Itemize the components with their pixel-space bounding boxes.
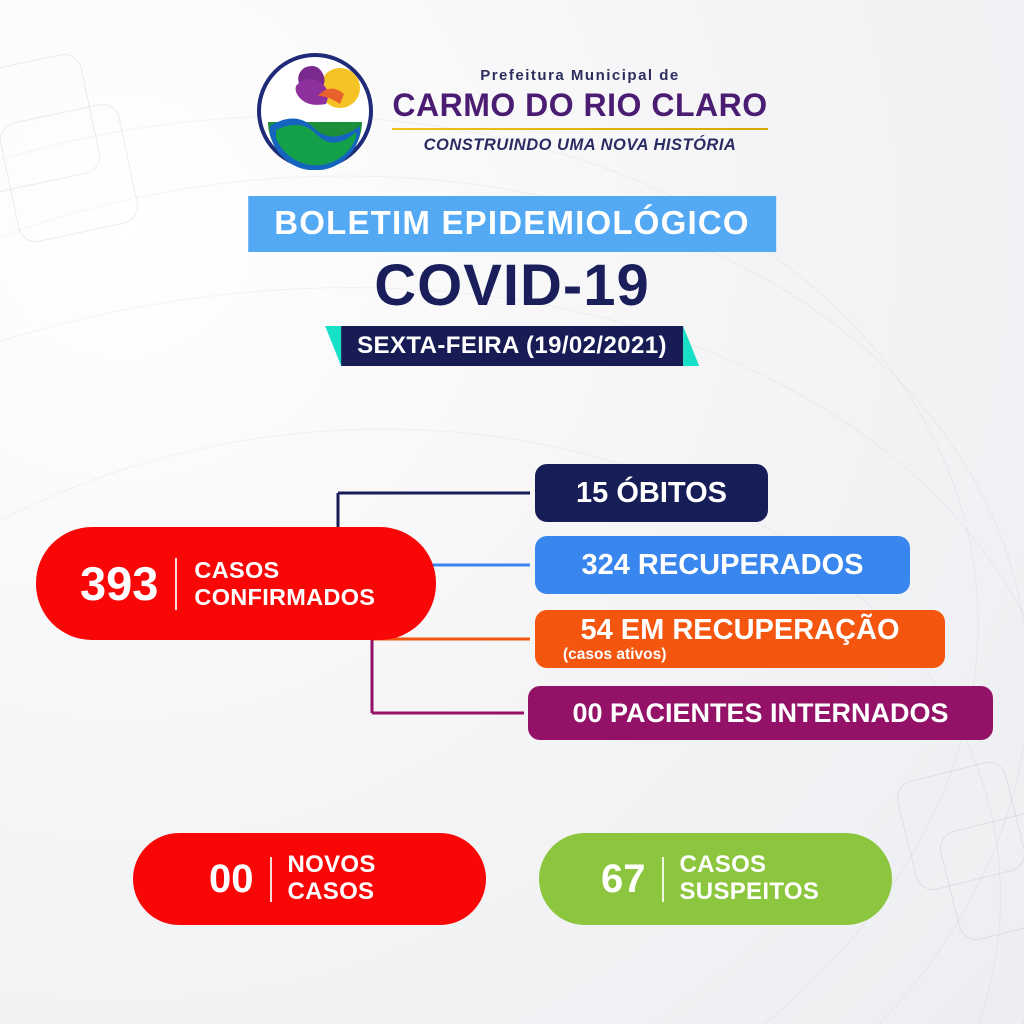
bulletin-title: BOLETIM EPIDEMIOLÓGICO	[248, 196, 776, 252]
suspected-cases-label	[680, 852, 820, 906]
divider	[175, 558, 177, 610]
recovered-card: 324 RECUPERADOS	[535, 536, 910, 594]
confirmed-cases-card	[36, 527, 436, 640]
new-cases-label-line2: CASOS	[287, 878, 375, 905]
confirmed-cases-label-line2: CONFIRMADOS	[194, 583, 376, 610]
suspected-cases-label-line1: CASOS	[679, 851, 767, 879]
in-recovery-main: 54 EM RECUPERAÇÃO	[580, 613, 900, 646]
new-cases-label-line1: NOVOS	[287, 851, 376, 879]
new-cases-label	[288, 852, 376, 906]
deaths-card: 15 ÓBITOS	[535, 464, 768, 522]
new-cases-value: 00	[209, 856, 254, 901]
divider	[270, 857, 272, 902]
confirmed-cases-label	[194, 557, 375, 610]
divider	[662, 857, 664, 902]
in-recovery-card	[535, 610, 945, 668]
suspected-cases-card	[539, 833, 892, 925]
suspected-cases-value: 67	[601, 856, 646, 901]
confirmed-cases-label-line1: CASOS	[194, 557, 280, 584]
brand-slogan: CONSTRUINDO UMA NOVA HISTÓRIA	[423, 136, 737, 155]
confirmed-cases-value: 393	[80, 557, 159, 610]
hospitalized-card: 00 PACIENTES INTERNADOS	[528, 686, 993, 740]
prefecture-line: Prefeitura Municipal de	[480, 67, 680, 85]
new-cases-card	[133, 833, 486, 925]
disease-title: COVID-19	[374, 253, 650, 318]
in-recovery-sub: (casos ativos)	[563, 645, 667, 663]
suspected-cases-label-line2: SUSPEITOS	[679, 878, 820, 905]
date-text: SEXTA-FEIRA (19/02/2021)	[341, 326, 683, 366]
city-name: CARMO DO RIO CLARO	[392, 87, 768, 124]
